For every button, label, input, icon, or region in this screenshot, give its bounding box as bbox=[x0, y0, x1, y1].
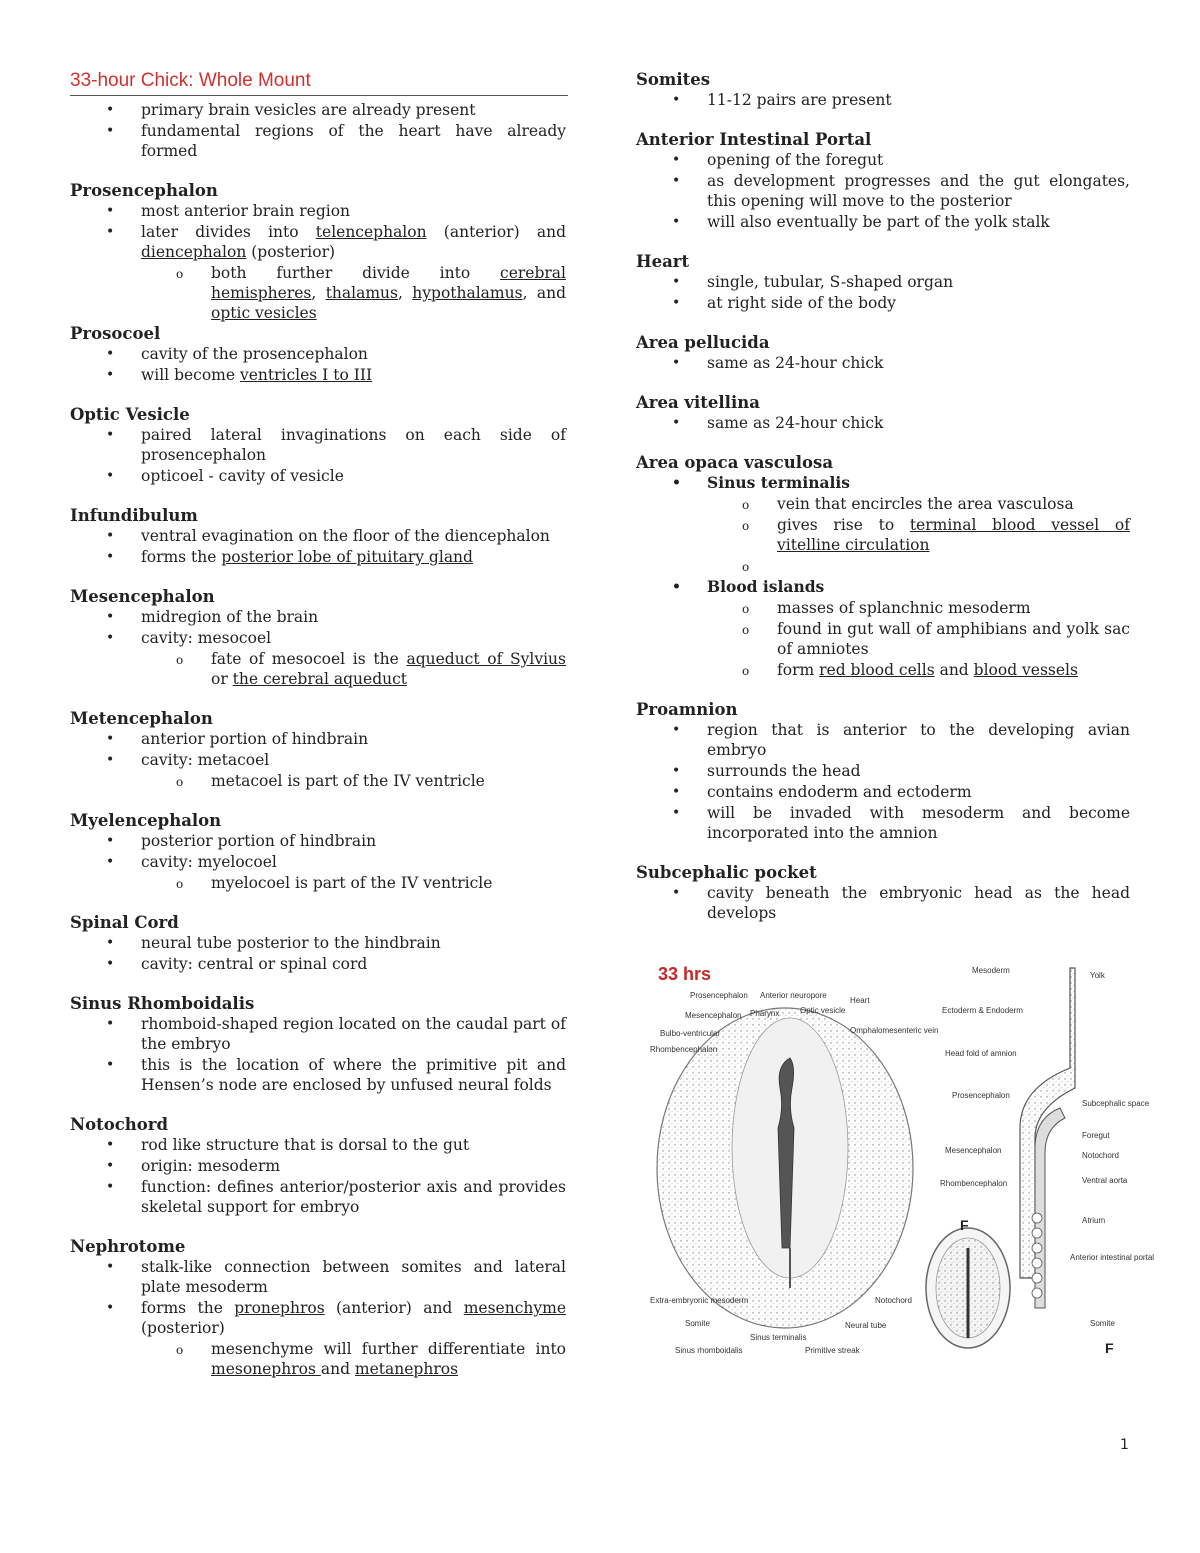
figure-label: Omphalomesenteric vein bbox=[850, 1026, 939, 1035]
list-item: • paired lateral invaginations on each side of prosencephalon bbox=[70, 425, 566, 465]
figure-label: Somite bbox=[685, 1319, 710, 1328]
figure-label: Extra-embryonic mesoderm bbox=[650, 1296, 749, 1305]
pellucida-list bbox=[636, 353, 1130, 373]
section-heading: Spinal Cord bbox=[70, 913, 179, 932]
section-heading: Mesencephalon bbox=[70, 587, 215, 606]
prosencephalon-list bbox=[70, 201, 566, 323]
section-heading: Prosocoel bbox=[70, 324, 161, 343]
figure-label: Somite bbox=[1090, 1319, 1115, 1328]
mesencephalon-list bbox=[70, 607, 566, 689]
section-heading: Subcephalic pocket bbox=[636, 863, 817, 882]
list-item: • opening of the foregut bbox=[636, 150, 1130, 170]
list-item: • single, tubular, S-shaped organ bbox=[636, 272, 1130, 292]
figure-label: Notochord bbox=[875, 1296, 912, 1305]
list-item: • will be invaded with mesoderm and become incorporated into the amnion bbox=[636, 803, 1130, 843]
list-item: • neural tube posterior to the hindbrain bbox=[70, 933, 566, 953]
figure-label: Atrium bbox=[1082, 1216, 1106, 1225]
list-item: • rod like structure that is dorsal to the gut bbox=[70, 1135, 566, 1155]
list-item: • cavity: myelocoel bbox=[70, 852, 566, 872]
list-item: • Sinus terminalis bbox=[636, 473, 1130, 493]
list-item: • posterior portion of hindbrain bbox=[70, 831, 566, 851]
list-item: • midregion of the brain bbox=[70, 607, 566, 627]
somites-list bbox=[636, 90, 1130, 110]
spinal-list bbox=[70, 933, 566, 974]
list-item: • cavity of the prosencephalon bbox=[70, 344, 566, 364]
list-item: • will become ventricles I to III bbox=[70, 365, 566, 385]
figure-label: Ventral aorta bbox=[1082, 1176, 1128, 1185]
figure-label: Heart bbox=[850, 996, 870, 1005]
figure-label: Subcephalic space bbox=[1082, 1099, 1150, 1108]
subcephalic-list bbox=[636, 883, 1130, 923]
list-item: • will also eventually be part of the yolk stalk bbox=[636, 212, 1130, 232]
list-item: • cavity: central or spinal cord bbox=[70, 954, 566, 974]
list-item: • cavity: mesocoel bbox=[70, 628, 566, 648]
figure-title: 33 hrs bbox=[658, 964, 712, 984]
section-heading: Notochord bbox=[70, 1115, 168, 1134]
list-item: • same as 24-hour chick bbox=[636, 413, 1130, 433]
list-item: • surrounds the head bbox=[636, 761, 1130, 781]
figure-label: Mesencephalon bbox=[945, 1146, 1002, 1155]
optic-list bbox=[70, 425, 566, 486]
figure-label: Rhombencephalon bbox=[940, 1179, 1008, 1188]
figure-label: Prosencephalon bbox=[690, 991, 748, 1000]
figure-label: Rhombencephalon bbox=[650, 1045, 718, 1054]
myelencephalon-list bbox=[70, 831, 566, 893]
sinus-list bbox=[70, 1014, 566, 1095]
figure-label: Anterior neuropore bbox=[760, 991, 827, 1000]
infundibulum-list bbox=[70, 526, 566, 567]
nephrotome-list bbox=[70, 1257, 566, 1379]
figure-marker-right: F bbox=[1105, 1340, 1114, 1356]
figure-label: Sinus terminalis bbox=[750, 1333, 807, 1342]
metencephalon-list bbox=[70, 729, 566, 791]
figure-label: Pharynx bbox=[750, 1009, 780, 1018]
notochord-list bbox=[70, 1135, 566, 1217]
list-item: • cavity beneath the embryonic head as the head develops bbox=[636, 883, 1130, 923]
section-heading: Sinus Rhomboidalis bbox=[70, 994, 255, 1013]
list-item: • primary brain vesicles are already present bbox=[70, 100, 566, 120]
figure-label: Primitive streak bbox=[805, 1346, 860, 1355]
aip-list bbox=[636, 150, 1130, 232]
figure-label: Prosencephalon bbox=[952, 1091, 1010, 1100]
figure-label: Yolk bbox=[1090, 971, 1105, 980]
sub-list-item: o myelocoel is part of the IV ventricle bbox=[70, 873, 566, 893]
figure-label: Optic vesicle bbox=[800, 1006, 846, 1015]
page-title: 33-hour Chick: Whole Mount bbox=[70, 70, 568, 96]
sub-list-item: o vein that encircles the area vasculosa bbox=[636, 494, 1130, 514]
figure-label: Neural tube bbox=[845, 1321, 887, 1330]
sub-list-item: o both further divide into cerebral hemispheres, thalamus, hypothalamus, and optic vesicles bbox=[70, 263, 566, 323]
section-heading: Metencephalon bbox=[70, 709, 213, 728]
sub-list-item: o form red blood cells and blood vessels bbox=[636, 660, 1130, 680]
list-item: • region that is anterior to the developing avian embryo bbox=[636, 720, 1130, 760]
list-item: • function: defines anterior/posterior axis and provides skeletal support for embryo bbox=[70, 1177, 566, 1217]
sub-list-item: o metacoel is part of the IV ventricle bbox=[70, 771, 566, 791]
section-heading: Nephrotome bbox=[70, 1237, 186, 1256]
list-item: • ventral evagination on the floor of the diencephalon bbox=[70, 526, 566, 546]
section-heading: Area opaca vasculosa bbox=[636, 453, 834, 472]
list-item: • forms the posterior lobe of pituitary gland bbox=[70, 547, 566, 567]
section-heading: Prosencephalon bbox=[70, 181, 218, 200]
sub-list-item: o found in gut wall of amphibians and yolk sac of amniotes bbox=[636, 619, 1130, 659]
list-item: • contains endoderm and ectoderm bbox=[636, 782, 1130, 802]
figure-label: Mesoderm bbox=[972, 966, 1010, 975]
list-item: • stalk-like connection between somites and lateral plate mesoderm bbox=[70, 1257, 566, 1297]
figure-label: Bulbo-ventricular bbox=[660, 1029, 721, 1038]
list-item: • this is the location of where the primitive pit and Hensen’s node are enclosed by unfused neural folds bbox=[70, 1055, 566, 1095]
section-heading: Heart bbox=[636, 252, 690, 271]
section-heading: Somites bbox=[636, 70, 711, 89]
sub-list-item: o masses of splanchnic mesoderm bbox=[636, 598, 1130, 618]
list-item: • cavity: metacoel bbox=[70, 750, 566, 770]
list-item: • 11-12 pairs are present bbox=[636, 90, 1130, 110]
list-item: • most anterior brain region bbox=[70, 201, 566, 221]
section-heading: Infundibulum bbox=[70, 506, 198, 525]
figure-label: Mesencephalon bbox=[685, 1011, 742, 1020]
sub-list-item bbox=[636, 556, 1130, 576]
list-item: • at right side of the body bbox=[636, 293, 1130, 313]
figure-label: Anterior intestinal portal bbox=[1070, 1253, 1155, 1262]
figure-label: Sinus rhomboidalis bbox=[675, 1346, 743, 1355]
embryo-figure bbox=[650, 958, 1155, 1358]
list-item: • opticoel - cavity of vesicle bbox=[70, 466, 566, 486]
section-heading: Area vitellina bbox=[636, 393, 760, 412]
sub-list-item: o mesenchyme will further differentiate into mesonephros and metanephros bbox=[70, 1339, 566, 1379]
right-column bbox=[636, 70, 1130, 924]
figure-label: Head fold of amnion bbox=[945, 1049, 1017, 1058]
proamnion-list bbox=[636, 720, 1130, 843]
figure-marker: F bbox=[960, 1217, 969, 1233]
heart-list bbox=[636, 272, 1130, 313]
section-heading: Anterior Intestinal Portal bbox=[636, 130, 872, 149]
list-item: • same as 24-hour chick bbox=[636, 353, 1130, 373]
figure-label: Notochord bbox=[1082, 1151, 1119, 1160]
left-column bbox=[70, 70, 566, 1380]
list-item: • as development progresses and the gut elongates, this opening will move to the posterior bbox=[636, 171, 1130, 211]
vasculosa-list bbox=[636, 473, 1130, 680]
list-item: • Blood islands bbox=[636, 577, 1130, 597]
intro-list bbox=[70, 100, 566, 161]
list-item: • anterior portion of hindbrain bbox=[70, 729, 566, 749]
section-heading: Myelencephalon bbox=[70, 811, 222, 830]
list-item: • later divides into telencephalon (anterior) and diencephalon (posterior) bbox=[70, 222, 566, 262]
list-item: • fundamental regions of the heart have already formed bbox=[70, 121, 566, 161]
list-item: • origin: mesoderm bbox=[70, 1156, 566, 1176]
vitellina-list bbox=[636, 413, 1130, 433]
section-heading: Area pellucida bbox=[636, 333, 770, 352]
figure-label: Foregut bbox=[1082, 1131, 1110, 1140]
figure-label: Ectoderm & Endoderm bbox=[942, 1006, 1023, 1015]
list-item: • rhomboid-shaped region located on the caudal part of the embryo bbox=[70, 1014, 566, 1054]
prosocoel-list bbox=[70, 344, 566, 385]
section-heading: Proamnion bbox=[636, 700, 738, 719]
list-item: • forms the pronephros (anterior) and mesenchyme (posterior) bbox=[70, 1298, 566, 1338]
page-number: 1 bbox=[1120, 1437, 1129, 1453]
sub-list-item: o fate of mesocoel is the aqueduct of Sylvius or the cerebral aqueduct bbox=[70, 649, 566, 689]
sub-list-item: o gives rise to terminal blood vessel of vitelline circulation bbox=[636, 515, 1130, 555]
section-heading: Optic Vesicle bbox=[70, 405, 190, 424]
